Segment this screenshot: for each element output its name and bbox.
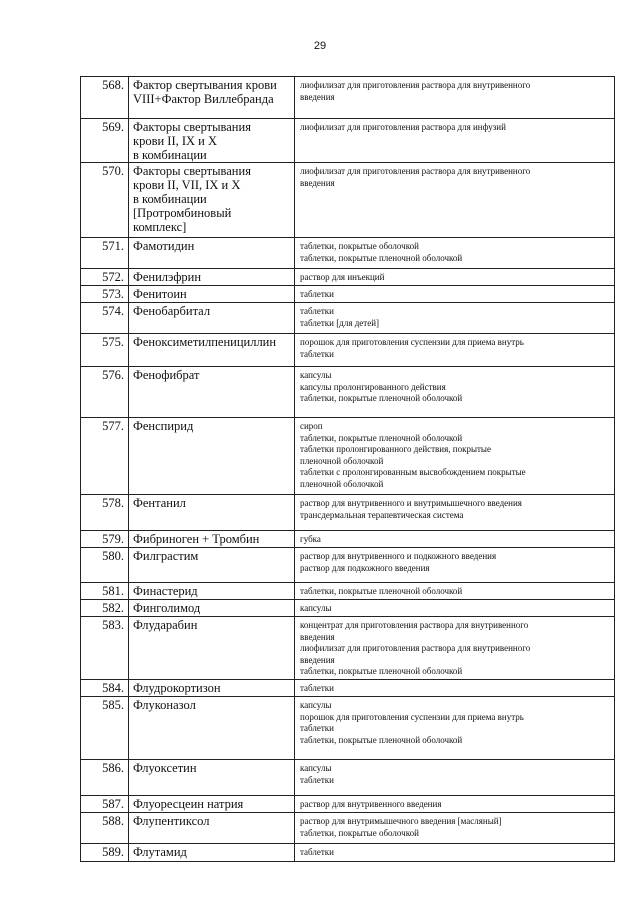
row-number: 574.: [81, 303, 129, 334]
row-number: 578.: [81, 495, 129, 531]
row-number: 575.: [81, 334, 129, 367]
row-number: 580.: [81, 548, 129, 583]
drug-name: Фенофибрат: [129, 367, 295, 418]
drug-name: Фактор свертывания крови VIII+Фактор Виллебранда: [129, 77, 295, 119]
table-row: [81, 367, 615, 418]
drug-name: Факторы свертывания крови II, IX и X в комбинации: [129, 119, 295, 163]
dosage-form: раствор для внутривенного и внутримышечного введения: [300, 498, 522, 508]
drug-name: Флудрокортизон: [129, 680, 295, 697]
table-row: [81, 495, 615, 531]
dosage-form: таблетки, покрытые пленочной оболочкой: [300, 432, 463, 443]
table-row: [81, 680, 615, 697]
dosage-form: таблетки [для детей]: [300, 317, 380, 328]
table-row: [81, 844, 615, 862]
table-row: [81, 238, 615, 269]
row-number: 570.: [81, 163, 129, 238]
row-number: 581.: [81, 583, 129, 600]
dosage-forms: [295, 844, 615, 862]
dosage-form: введения: [300, 91, 335, 102]
dosage-forms: [295, 269, 615, 286]
drug-name: Флупентиксол: [129, 813, 295, 844]
table-row: [81, 813, 615, 844]
row-number: 572.: [81, 269, 129, 286]
dosage-form: порошок для приготовления суспензии для приема внутрь: [300, 711, 524, 722]
dosage-form: таблетки, покрытые пленочной оболочкой: [300, 586, 463, 596]
dosage-form: раствор для внутривенного введения: [300, 799, 442, 809]
drug-name: Флуконазол: [129, 697, 295, 760]
dosage-forms: [295, 697, 615, 760]
dosage-form: пленочной оболочкой: [300, 455, 384, 466]
drug-name: Финастерид: [129, 583, 295, 600]
table-row: [81, 334, 615, 367]
dosage-forms: [295, 796, 615, 813]
dosage-forms: [295, 77, 615, 119]
drug-name: Флударабин: [129, 617, 295, 680]
row-number: 589.: [81, 844, 129, 862]
row-number: 584.: [81, 680, 129, 697]
drug-name: Феноксиметилпенициллин: [129, 334, 295, 367]
table-row: [81, 303, 615, 334]
drug-name: Флуоресцеин натрия: [129, 796, 295, 813]
drug-name: Фенилэфрин: [129, 269, 295, 286]
dosage-form: раствор для внутривенного и подкожного введения: [300, 551, 497, 561]
dosage-form: введения: [300, 654, 335, 665]
dosage-forms: [295, 418, 615, 495]
dosage-forms: [295, 531, 615, 548]
drug-name: Филграстим: [129, 548, 295, 583]
table-row: [81, 617, 615, 680]
dosage-form: лиофилизат для приготовления раствора для внутривенного: [300, 643, 531, 653]
drug-name: Фамотидин: [129, 238, 295, 269]
drug-name: Фентанил: [129, 495, 295, 531]
dosage-form: таблетки: [300, 683, 335, 693]
dosage-form: таблетки с пролонгированным высвобождением покрытые: [300, 467, 526, 477]
row-number: 573.: [81, 286, 129, 303]
dosage-forms: [295, 286, 615, 303]
dosage-form: раствор для внутримышечного введения [масляный]: [300, 816, 502, 826]
drug-name: Фенспирид: [129, 418, 295, 495]
dosage-forms: [295, 367, 615, 418]
dosage-form: раствор для подкожного введения: [300, 562, 430, 573]
row-number: 579.: [81, 531, 129, 548]
drug-name: Фенитоин: [129, 286, 295, 303]
dosage-form: таблетки: [300, 723, 335, 733]
table-row: [81, 119, 615, 163]
dosage-form: концентрат для приготовления раствора для внутривенного: [300, 620, 529, 630]
row-number: 577.: [81, 418, 129, 495]
dosage-form: сироп: [300, 421, 323, 431]
row-number: 583.: [81, 617, 129, 680]
dosage-form: таблетки: [300, 348, 335, 359]
dosage-form: таблетки: [300, 847, 335, 857]
dosage-forms: [295, 600, 615, 617]
dosage-form: введения: [300, 177, 335, 188]
dosage-form: лиофилизат для приготовления раствора для инфузий: [300, 122, 506, 132]
dosage-forms: [295, 238, 615, 269]
row-number: 587.: [81, 796, 129, 813]
row-number: 571.: [81, 238, 129, 269]
dosage-form: таблетки, покрытые оболочкой: [300, 827, 419, 838]
dosage-form: таблетки: [300, 774, 335, 785]
dosage-forms: [295, 334, 615, 367]
drug-name: Факторы свертывания крови II, VII, IX и X в комбинации [Протромбиновый комплекс]: [129, 163, 295, 238]
dosage-form: таблетки, покрытые пленочной оболочкой: [300, 393, 463, 403]
dosage-form: лиофилизат для приготовления раствора для внутривенного: [300, 166, 531, 176]
dosage-form: трансдермальная терапевтическая система: [300, 509, 464, 520]
dosage-forms: [295, 495, 615, 531]
dosage-form: пленочной оболочкой: [300, 478, 384, 489]
dosage-form: порошок для приготовления суспензии для приема внутрь: [300, 337, 524, 347]
row-number: 586.: [81, 760, 129, 796]
drug-table: [80, 76, 615, 862]
table-row: [81, 548, 615, 583]
dosage-form: таблетки, покрытые оболочкой: [300, 241, 419, 251]
table-row: [81, 531, 615, 548]
dosage-form: таблетки, покрытые пленочной оболочкой: [300, 252, 463, 263]
dosage-form: таблетки, покрытые пленочной оболочкой: [300, 734, 463, 745]
drug-name: Финголимод: [129, 600, 295, 617]
row-number: 569.: [81, 119, 129, 163]
drug-name: Флуоксетин: [129, 760, 295, 796]
table-row: [81, 697, 615, 760]
dosage-form: капсулы: [300, 370, 332, 380]
dosage-forms: [295, 760, 615, 796]
table-row: [81, 600, 615, 617]
dosage-forms: [295, 813, 615, 844]
dosage-form: капсулы пролонгированного действия: [300, 381, 446, 392]
drug-name: Флутамид: [129, 844, 295, 862]
dosage-form: капсулы: [300, 763, 332, 773]
dosage-forms: [295, 548, 615, 583]
dosage-form: лиофилизат для приготовления раствора для внутривенного: [300, 80, 531, 90]
table-row: [81, 583, 615, 600]
dosage-form: таблетки: [300, 289, 335, 299]
row-number: 588.: [81, 813, 129, 844]
dosage-form: раствор для инъекций: [300, 272, 385, 282]
table-row: [81, 760, 615, 796]
dosage-forms: [295, 680, 615, 697]
dosage-form: капсулы: [300, 603, 332, 613]
table-row: [81, 418, 615, 495]
dosage-forms: [295, 163, 615, 238]
drug-name: Фенобарбитал: [129, 303, 295, 334]
table-row: [81, 796, 615, 813]
dosage-form: таблетки: [300, 306, 335, 316]
dosage-form: таблетки пролонгированного действия, покрытые: [300, 444, 491, 454]
dosage-form: введения: [300, 631, 335, 642]
table-row: [81, 269, 615, 286]
dosage-form: капсулы: [300, 700, 332, 710]
row-number: 568.: [81, 77, 129, 119]
dosage-forms: [295, 617, 615, 680]
drug-table-body: [81, 77, 615, 862]
dosage-form: таблетки, покрытые пленочной оболочкой: [300, 666, 463, 676]
dosage-forms: [295, 119, 615, 163]
dosage-forms: [295, 303, 615, 334]
table-row: [81, 163, 615, 238]
table-row: [81, 286, 615, 303]
dosage-form: губка: [300, 534, 321, 544]
drug-name: Фибриноген + Тромбин: [129, 531, 295, 548]
row-number: 585.: [81, 697, 129, 760]
dosage-forms: [295, 583, 615, 600]
row-number: 582.: [81, 600, 129, 617]
row-number: 576.: [81, 367, 129, 418]
page-number: 29: [313, 40, 327, 52]
table-row: [81, 77, 615, 119]
